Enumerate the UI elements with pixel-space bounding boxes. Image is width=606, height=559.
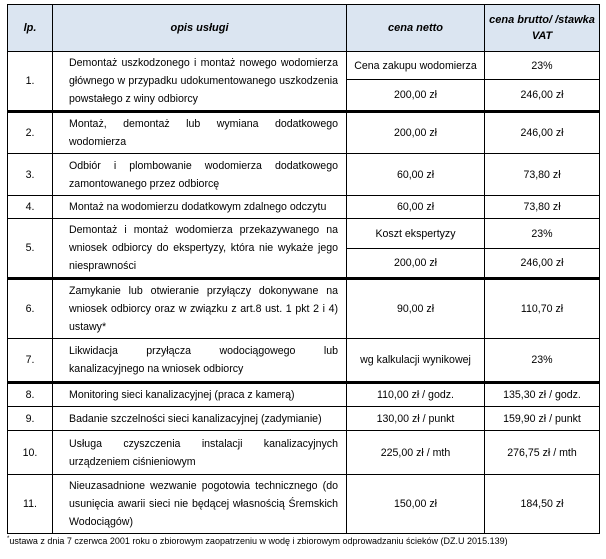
row-brutto: 73,80 zł (485, 196, 600, 219)
row-netto: 200,00 zł (347, 112, 485, 154)
table-row (8, 475, 600, 534)
row-netto: Cena zakupu wodomierza (347, 52, 485, 80)
table-row (8, 279, 600, 339)
table-row (8, 407, 600, 431)
header-brutto: cena brutto/ /stawka VAT (485, 5, 600, 52)
table-row (8, 431, 600, 475)
row-description: Demontaż uszkodzonego i montaż nowego wodomierza głównego w przypadku udokumentowanego uszkodzenia powstałego z winy odbiorcy (53, 52, 347, 112)
row-brutto: 23% (485, 339, 600, 383)
row-lp: 1. (8, 52, 53, 112)
row-lp: 3. (8, 154, 53, 196)
table-row (8, 52, 600, 80)
row-lp: 8. (8, 383, 53, 407)
price-table (7, 4, 600, 534)
row-lp: 9. (8, 407, 53, 431)
header-lp: lp. (8, 5, 53, 52)
row-lp: 5. (8, 219, 53, 279)
table-row (8, 383, 600, 407)
row-brutto: 246,00 zł (485, 80, 600, 112)
row-brutto: 110,70 zł (485, 279, 600, 339)
footnote-mark: * (7, 536, 10, 542)
row-lp: 6. (8, 279, 53, 339)
row-brutto: 23% (485, 219, 600, 249)
row-description: Montaż na wodomierzu dodatkowym zdalnego odczytu (53, 196, 347, 219)
table-row (8, 112, 600, 154)
row-netto: 200,00 zł (347, 249, 485, 279)
row-description: Demontaż i montaż wodomierza przekazywanego na wniosek odbiorcy do ekspertyzy, która nie wykaże jego niesprawności (53, 219, 347, 279)
row-lp: 2. (8, 112, 53, 154)
row-netto: Koszt ekspertyzy (347, 219, 485, 249)
row-netto: 90,00 zł (347, 279, 485, 339)
row-lp: 11. (8, 475, 53, 534)
price-table-wrapper (7, 4, 599, 534)
row-description: Badanie szczelności sieci kanalizacyjnej (zadymianie) (53, 407, 347, 431)
row-brutto: 23% (485, 52, 600, 80)
row-brutto: 246,00 zł (485, 112, 600, 154)
row-netto: 110,00 zł / godz. (347, 383, 485, 407)
row-description: Likwidacja przyłącza wodociągowego lub kanalizacyjnego na wniosek odbiorcy (53, 339, 347, 383)
row-netto: 225,00 zł / mth (347, 431, 485, 475)
row-brutto: 73,80 zł (485, 154, 600, 196)
row-netto: wg kalkulacji wynikowej (347, 339, 485, 383)
row-netto: 60,00 zł (347, 196, 485, 219)
table-row (8, 196, 600, 219)
row-netto: 130,00 zł / punkt (347, 407, 485, 431)
row-brutto: 135,30 zł / godz. (485, 383, 600, 407)
table-row (8, 154, 600, 196)
row-netto: 60,00 zł (347, 154, 485, 196)
header-netto: cena netto (347, 5, 485, 52)
row-brutto: 246,00 zł (485, 249, 600, 279)
row-lp: 10. (8, 431, 53, 475)
header-opis: opis usługi (53, 5, 347, 52)
row-brutto: 276,75 zł / mth (485, 431, 600, 475)
row-description: Usługa czyszczenia instalacji kanalizacyjnych urządzeniem ciśnieniowym (53, 431, 347, 475)
table-row (8, 339, 600, 383)
row-netto: 150,00 zł (347, 475, 485, 534)
row-lp: 7. (8, 339, 53, 383)
row-description: Odbiór i plombowanie wodomierza dodatkowego zamontowanego przez odbiorcę (53, 154, 347, 196)
footnote (7, 535, 508, 547)
row-netto: 200,00 zł (347, 80, 485, 112)
footnote-text: ustawa z dnia 7 czerwca 2001 roku o zbiorowym zaopatrzeniu w wodę i zbiorowym odprowadzaniu ścieków (DZ.U 2015.139) (9, 536, 508, 546)
row-description: Nieuzasadnione wezwanie pogotowia technicznego (do usunięcia awarii sieci nie będącej własnością Śremskich Wodociągów) (53, 475, 347, 534)
row-description: Montaż, demontaż lub wymiana dodatkowego wodomierza (53, 112, 347, 154)
table-header-row (8, 5, 600, 52)
row-description: Monitoring sieci kanalizacyjnej (praca z kamerą) (53, 383, 347, 407)
row-description: Zamykanie lub otwieranie przyłączy dokonywane na wniosek odbiorcy oraz w związku z art.8 ust. 1 pkt 2 i 4) ustawy* (53, 279, 347, 339)
table-row (8, 219, 600, 249)
row-brutto: 159,90 zł / punkt (485, 407, 600, 431)
row-brutto: 184,50 zł (485, 475, 600, 534)
row-lp: 4. (8, 196, 53, 219)
